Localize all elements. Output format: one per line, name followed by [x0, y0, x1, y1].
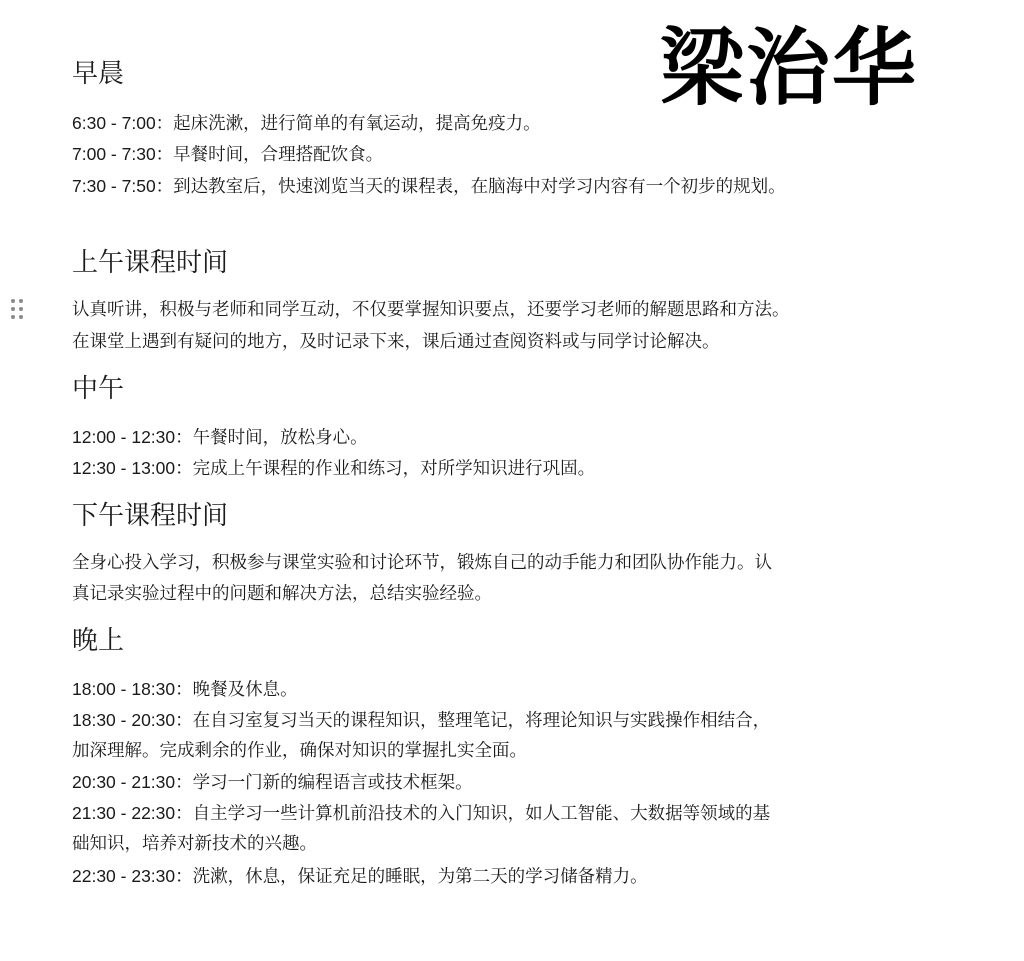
schedule-item — [72, 865, 932, 888]
paragraph-line: 全身心投入学习，积极参与课堂实验和讨论环节，锻炼自己的动手能力和团队协作能力。认 — [72, 553, 772, 573]
schedule-text: 洗漱，休息，保证充足的睡眠，为第二天的学习储备精力。 — [192, 867, 648, 887]
drag-handle-icon[interactable] — [10, 298, 26, 322]
schedule-time: 12:00 - 12:30： — [72, 427, 193, 447]
schedule-item — [72, 457, 932, 480]
heading-am-class: 上午课程时间 — [72, 248, 229, 278]
schedule-time: 7:00 - 7:30： — [72, 144, 174, 164]
schedule-time: 18:00 - 18:30： — [72, 679, 193, 699]
heading-evening: 晚上 — [72, 626, 125, 656]
paragraph-line: 真记录实验过程中的问题和解决方法，总结实验经验。 — [72, 584, 492, 604]
schedule-text: 午餐时间，放松身心。 — [192, 428, 368, 448]
schedule-item — [72, 175, 932, 198]
schedule-time: 6:30 - 7:00： — [72, 113, 174, 133]
schedule-item — [72, 112, 932, 135]
schedule-text: 在自习室复习当天的课程知识，整理笔记，将理论知识与实践操作相结合， — [192, 711, 771, 731]
schedule-item — [72, 426, 932, 449]
schedule-item — [72, 802, 932, 825]
schedule-time: 20:30 - 21:30： — [72, 772, 193, 792]
schedule-time: 22:30 - 23:30： — [72, 866, 193, 886]
heading-pm-class: 下午课程时间 — [72, 501, 229, 531]
schedule-item — [72, 143, 932, 166]
schedule-text: 到达教室后，快速浏览当天的课程表，在脑海中对学习内容有一个初步的规划。 — [173, 177, 786, 197]
schedule-item-continuation: 础知识，培养对新技术的兴趣。 — [72, 834, 317, 854]
schedule-item — [72, 709, 932, 732]
paragraph-line: 认真听讲，积极与老师和同学互动，不仅要掌握知识要点，还要学习老师的解题思路和方法。 — [72, 300, 790, 320]
schedule-text: 学习一门新的编程语言或技术框架。 — [192, 773, 473, 793]
schedule-item — [72, 771, 932, 794]
heading-noon: 中午 — [72, 374, 125, 404]
schedule-text: 早餐时间，合理搭配饮食。 — [173, 145, 384, 165]
heading-morning: 早晨 — [72, 59, 125, 89]
paragraph-line: 在课堂上遇到有疑问的地方，及时记录下来，课后通过查阅资料或与同学讨论解决。 — [72, 332, 720, 352]
schedule-time: 7:30 - 7:50： — [72, 176, 174, 196]
schedule-time: 21:30 - 22:30： — [72, 803, 193, 823]
schedule-item-continuation: 加深理解。完成剩余的作业，确保对知识的掌握扎实全面。 — [72, 741, 527, 761]
schedule-text: 完成上午课程的作业和练习，对所学知识进行巩固。 — [192, 459, 596, 479]
schedule-item — [72, 678, 932, 701]
schedule-text: 晚餐及休息。 — [192, 680, 298, 700]
schedule-text: 起床洗漱，进行简单的有氧运动，提高免疫力。 — [173, 114, 541, 134]
schedule-time: 18:30 - 20:30： — [72, 710, 193, 730]
author-name-stamp: 梁治华 — [660, 19, 919, 117]
schedule-text: 自主学习一些计算机前沿技术的入门知识，如人工智能、大数据等领域的基 — [192, 804, 771, 824]
schedule-time: 12:30 - 13:00： — [72, 458, 193, 478]
